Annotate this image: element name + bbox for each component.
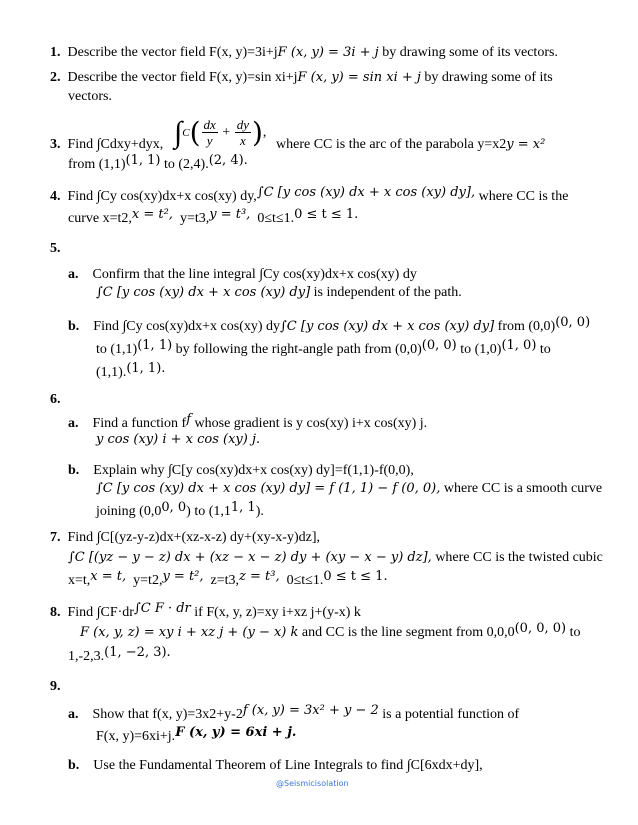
problem-4 bbox=[50, 185, 569, 206]
math-expression: F (x, y) = 3i + j bbox=[277, 45, 379, 60]
problem-text-tail: by drawing some of its vectors. bbox=[382, 45, 558, 60]
problem-number: 2. bbox=[50, 70, 61, 85]
problem-text: Find ∫Cdxy+dyx, bbox=[67, 137, 164, 152]
part-label: b. bbox=[68, 319, 80, 334]
problem-8-line2: F (x, y, z) = xy i + xz j + (y − x) k and CC is the line segment from 0,0,0(0, 0, 0) to bbox=[80, 621, 581, 640]
problem-7-line3: x=t,x = t, y=t2,y = t², z=t3,z = t³, 0≤t≤1.0 ≤ t ≤ 1. bbox=[68, 569, 388, 588]
math-expression: ∫C [y cos (xy) dx + x cos (xy) dy] = f (1, 1) − f (0, 0), bbox=[96, 481, 441, 496]
part-text-tail: is independent of the path. bbox=[313, 285, 462, 300]
problem-5b: b. Find ∫Cy cos(xy)dx+x cos(xy) dy∫C [y cos (xy) dx + x cos (xy) dy] from (0,0)(0, 0) bbox=[68, 315, 591, 334]
math-expression: ∫C [y cos (xy) dx + x cos (xy) dy], bbox=[256, 185, 476, 200]
part-label: a. bbox=[68, 267, 79, 282]
part-label: a. bbox=[68, 416, 79, 431]
problem-text: Find ∫Cy cos(xy)dx+x cos(xy) dy, bbox=[67, 189, 257, 204]
problem-8-line3: 1,-2,3.(1, −2, 3). bbox=[68, 645, 171, 664]
problem-5a bbox=[68, 266, 417, 284]
problem-7: 7. Find ∫C[(yz-y-z)dx+(xz-x-z) dy+(xy-x-y)dz], bbox=[50, 530, 320, 545]
problem-text-tail: where CC is the bbox=[478, 189, 569, 204]
problem-9a: a. Show that f(x, y)=3x2+y-2f (x, y) = 3x² + y − 2 is a potential function of bbox=[68, 703, 520, 722]
problem-5b-line2: to (1,1)(1, 1) by following the right-angle path from (0,0)(0, 0) to (1,0)(1, 0) to bbox=[96, 338, 551, 357]
problem-1 bbox=[50, 44, 558, 62]
math-expression: ∫C [y cos (xy) dx + x cos (xy) dy] bbox=[96, 285, 311, 300]
problem-9b: b. Use the Fundamental Theorem of Line Integrals to find ∫C[6xdx+dy], bbox=[68, 758, 483, 773]
problem-number: 6. bbox=[50, 392, 61, 407]
math-expression: F (x, y, z) = xy i + xz j + (y − x) k bbox=[80, 625, 299, 640]
problem-text: Describe the vector field F(x, y)=sin xi+j bbox=[67, 70, 298, 85]
problem-6b-line3: joining (0,00, 0) to (1,11, 1). bbox=[96, 500, 264, 519]
problem-5b-line3: (1,1).(1, 1). bbox=[96, 361, 166, 380]
math-expression: ∫C [y cos (xy) dx + x cos (xy) dy] bbox=[280, 319, 495, 334]
problem-number: 9. bbox=[50, 679, 61, 694]
problem-9a-line2: F(x, y)=6xi+j.F (x, y) = 6xi + j. bbox=[96, 725, 297, 744]
part-text: Confirm that the line integral ∫Cy cos(xy)dx+x cos(xy) dy bbox=[92, 267, 417, 282]
problem-8: 8. Find ∫CF·dr∫C F · dr if F(x, y, z)=xy i+xz j+(y-x) k bbox=[50, 601, 361, 620]
problem-3-line2: from (1,1)(1, 1) to (2,4).(2, 4). bbox=[68, 153, 248, 172]
problem-4-line2: curve x=t2,x = t², y=t3,y = t³, 0≤t≤1.0 ≤ t ≤ 1. bbox=[68, 207, 359, 226]
problem-number: 1. bbox=[50, 45, 61, 60]
math-expression: F (x, y) = sin xi + j bbox=[297, 70, 421, 85]
problem-6b: b. Explain why ∫C[y cos(xy)dx+x cos(xy) dy]=f(1,1)-f(0,0), bbox=[68, 463, 414, 478]
problem-7-line2: ∫C [(yz − y − z) dx + (xz − x − z) dy + (xy − x − y) dz], where CC is the twisted cubic bbox=[68, 550, 603, 565]
problem-text-tail: by drawing some of its bbox=[424, 70, 553, 85]
problem-text: Describe the vector field F(x, y)=3i+j bbox=[67, 45, 278, 60]
integral-expression: ∫C( $\frac{dx}{y}$ + $\frac{dy}{x}$ ), bbox=[174, 115, 267, 149]
problem-6a-line2 bbox=[96, 431, 260, 449]
part-label: a. bbox=[68, 707, 79, 722]
problem-number: 5. bbox=[50, 241, 61, 256]
part-label: b. bbox=[68, 758, 80, 773]
problem-2-line2: vectors. bbox=[68, 89, 112, 104]
problem-number: 8. bbox=[50, 605, 61, 620]
math-expression: y cos (xy) i + x cos (xy) j. bbox=[96, 432, 261, 447]
part-label: b. bbox=[68, 463, 80, 478]
problem-number: 4. bbox=[50, 189, 61, 204]
problem-text-mid: where CC is the arc of the parabola y=x2 bbox=[276, 137, 507, 152]
math-expression: ∫C [(yz − y − z) dx + (xz − x − z) dy + (xy − x − y) dz], bbox=[68, 550, 432, 565]
problem-number: 3. bbox=[50, 137, 61, 152]
watermark: @Seismicisolation bbox=[276, 779, 349, 788]
problem-6b-line2: ∫C [y cos (xy) dx + x cos (xy) dy] = f (1, 1) − f (0, 0), where CC is a smooth curve bbox=[96, 481, 603, 496]
problem-2 bbox=[50, 69, 553, 87]
problem-5a-line2 bbox=[96, 284, 462, 302]
math-expression: y = x² bbox=[506, 137, 546, 152]
problem-number: 7. bbox=[50, 530, 61, 545]
problem-6a: a. Find a function ff whose gradient is y cos(xy) i+x cos(xy) j. bbox=[68, 412, 428, 431]
